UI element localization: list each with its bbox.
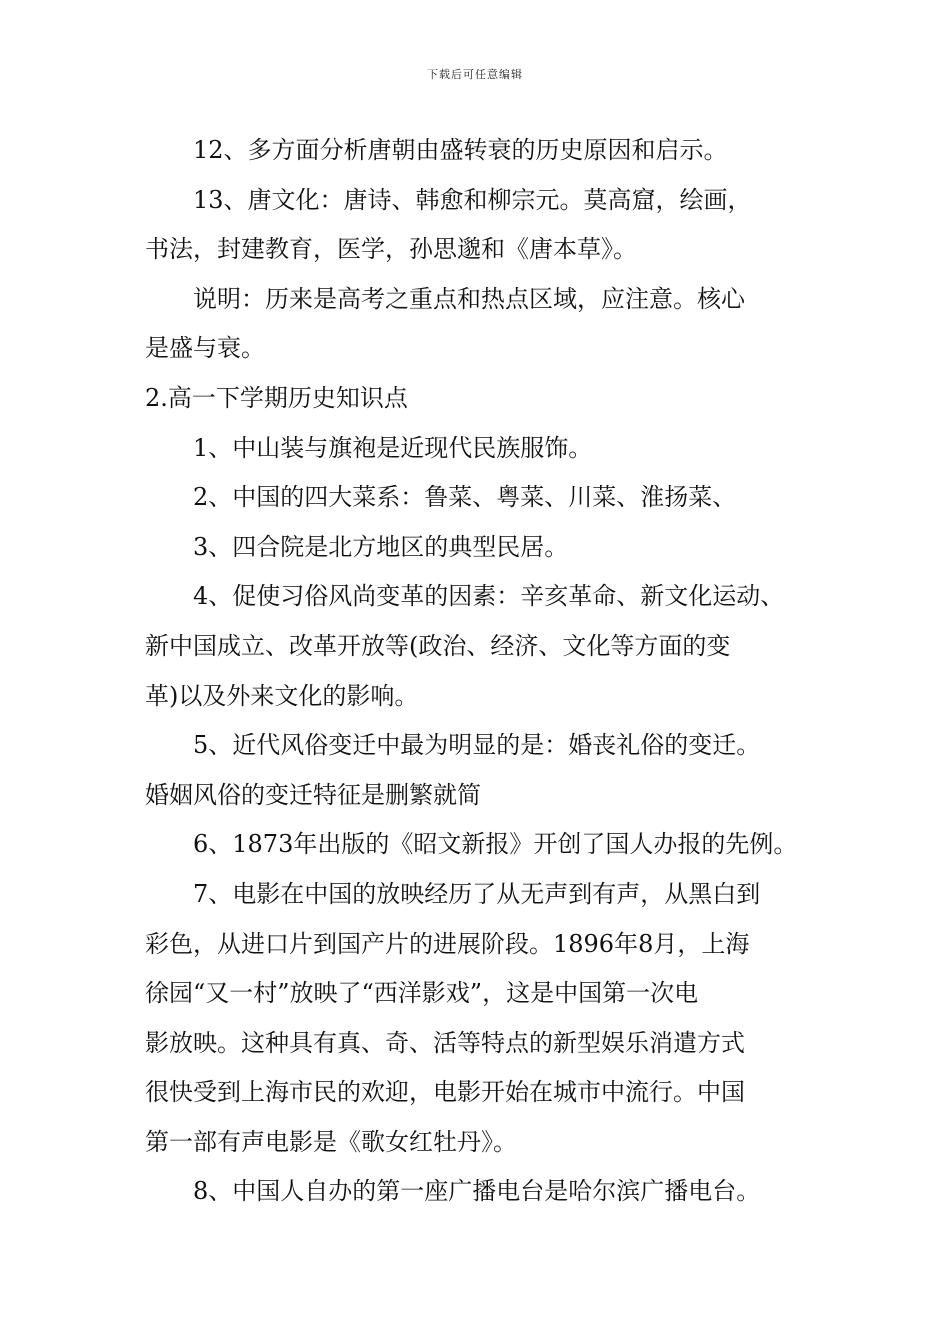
paragraph-line: 是盛与衰。 bbox=[145, 334, 265, 363]
paragraph-line: 革)以及外来文化的影响。 bbox=[145, 681, 419, 710]
paragraph-line: 彩色，从进口片到国产片的进展阶段。1896年8月，上海 bbox=[145, 929, 750, 958]
section-heading: 2.高一下学期历史知识点 bbox=[145, 383, 408, 412]
paragraph-line: 1、中山装与旗袍是近现代民族服饰。 bbox=[193, 433, 593, 462]
paragraph-line: 3、四合院是北方地区的典型民居。 bbox=[193, 532, 569, 561]
paragraph-line: 4、促使习俗风尚变革的因素：辛亥革命、新文化运动、 bbox=[193, 582, 785, 611]
paragraph-line: 新中国成立、改革开放等(政治、经济、文化等方面的变 bbox=[145, 631, 731, 660]
paragraph-line: 很快受到上海市民的欢迎，电影开始在城市中流行。中国 bbox=[145, 1078, 745, 1107]
paragraph-line: 5、近代风俗变迁中最为明显的是：婚丧礼俗的变迁。 bbox=[193, 731, 761, 760]
paragraph-line: 7、电影在中国的放映经历了从无声到有声，从黑白到 bbox=[193, 879, 761, 908]
paragraph-line: 婚姻风俗的变迁特征是删繁就简 bbox=[145, 780, 481, 809]
paragraph-line: 2、中国的四大菜系：鲁菜、粤菜、川菜、淮扬菜、 bbox=[193, 483, 737, 512]
paragraph-line: 6、1873年出版的《昭文新报》开创了国人办报的先例。 bbox=[193, 830, 798, 859]
paragraph-line: 8、中国人自办的第一座广播电台是哈尔滨广播电台。 bbox=[193, 1177, 761, 1206]
paragraph-line: 第一部有声电影是《歌女红牡丹》。 bbox=[145, 1127, 517, 1156]
paragraph-line: 13、唐文化：唐诗、韩愈和柳宗元。莫高窟，绘画， bbox=[193, 185, 752, 214]
paragraph-line: 影放映。这种具有真、奇、活等特点的新型娱乐消遣方式 bbox=[145, 1028, 745, 1057]
page-header: 下载后可任意编辑 bbox=[427, 68, 523, 81]
paragraph-line: 徐园“又一村”放映了“西洋影戏”，这是中国第一次电 bbox=[145, 979, 699, 1008]
paragraph-line: 说明：历来是高考之重点和热点区域，应注意。核心 bbox=[193, 284, 745, 313]
document-body bbox=[145, 126, 810, 1217]
paragraph-line: 12、多方面分析唐朝由盛转衰的历史原因和启示。 bbox=[193, 136, 728, 164]
paragraph-line: 书法，封建教育，医学，孙思邈和《唐本草》。 bbox=[145, 235, 637, 264]
